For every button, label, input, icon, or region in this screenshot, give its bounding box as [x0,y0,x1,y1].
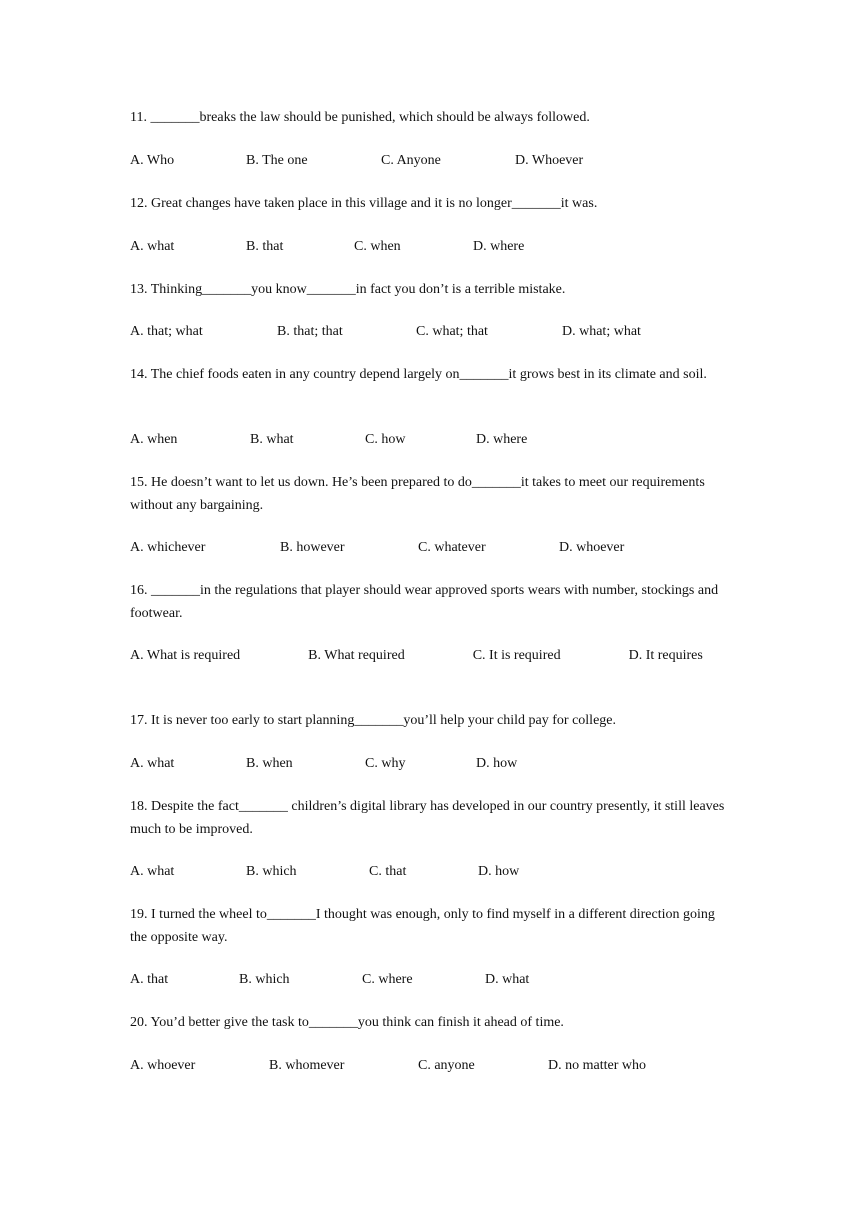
question-18-stem: 18. Despite the fact_______ children’s digital library has developed in our country presently, it still leaves much to be improved. [130,799,725,837]
option-d: D. no matter who [548,1058,646,1073]
option-a: A. whichever [130,540,206,555]
option-c: C. that [369,864,407,879]
option-a: A. Who [130,153,175,168]
question-12-options [130,236,730,258]
option-a: A. that [130,972,169,987]
question-14-options [130,429,730,451]
option-d: D. It requires [628,648,703,663]
option-b: B. however [280,540,345,555]
option-b: B. that; that [277,324,343,339]
option-b: B. what [250,432,294,447]
question-18-options [130,861,730,883]
question-13-stem: 13. Thinking_______you know_______in fact you don’t is a terrible mistake. [130,282,566,297]
option-c: C. where [362,972,413,987]
option-c: C. what; that [416,324,488,339]
option-a: A. What is required [130,648,241,663]
option-d: D. Whoever [515,153,584,168]
question-16-options [130,645,730,668]
option-d: D. where [476,432,528,447]
option-b: B. which [246,864,297,879]
option-b: B. What required [308,648,405,663]
question-15-options [130,537,730,559]
option-b: B. which [239,972,290,987]
question-19-stem: 19. I turned the wheel to_______I thought was enough, only to find myself in a different direction going the opposite way. [130,907,715,945]
option-c: C. why [365,756,406,771]
option-b: B. when [246,756,293,771]
option-d: D. whoever [559,540,625,555]
option-c: C. how [365,432,406,447]
option-c: C. It is required [472,648,561,663]
question-12-stem: 12. Great changes have taken place in this village and it is no longer_______it was. [130,196,598,211]
question-20-options [130,1055,730,1077]
option-d: D. what; what [562,324,641,339]
option-c: C. when [354,239,401,254]
question-16-stem: 16. _______in the regulations that player should wear approved sports wears with number, stockings and footwear. [130,583,719,621]
option-a: A. whoever [130,1058,196,1073]
question-11-options [130,150,730,172]
option-d: D. how [478,864,520,879]
option-c: C. anyone [418,1058,475,1073]
option-c: C. Anyone [381,153,441,168]
question-19-options [130,969,730,991]
option-a: A. what [130,239,175,254]
option-d: D. where [473,239,525,254]
option-a: A. that; what [130,324,203,339]
question-13-options [130,321,730,343]
option-a: A. what [130,756,175,771]
question-17-stem: 17. It is never too early to start planning_______you’ll help your child pay for college. [130,713,616,728]
question-14-stem: 14. The chief foods eaten in any country depend largely on_______it grows best in its climate and soil. [130,367,707,382]
option-b: B. The one [246,153,308,168]
option-b: B. whomever [269,1058,345,1073]
option-c: C. whatever [418,540,486,555]
option-b: B. that [246,239,284,254]
option-a: A. what [130,864,175,879]
option-a: A. when [130,432,178,447]
option-d: D. how [476,756,518,771]
question-11-stem: 11. _______breaks the law should be punished, which should be always followed. [130,110,590,125]
option-d: D. what [485,972,530,987]
question-20-stem: 20. You’d better give the task to_______you think can finish it ahead of time. [130,1015,564,1030]
question-15-stem: 15. He doesn’t want to let us down. He’s been prepared to do_______it takes to meet our requirements without any bargaining. [130,475,705,513]
question-17-options [130,753,730,775]
